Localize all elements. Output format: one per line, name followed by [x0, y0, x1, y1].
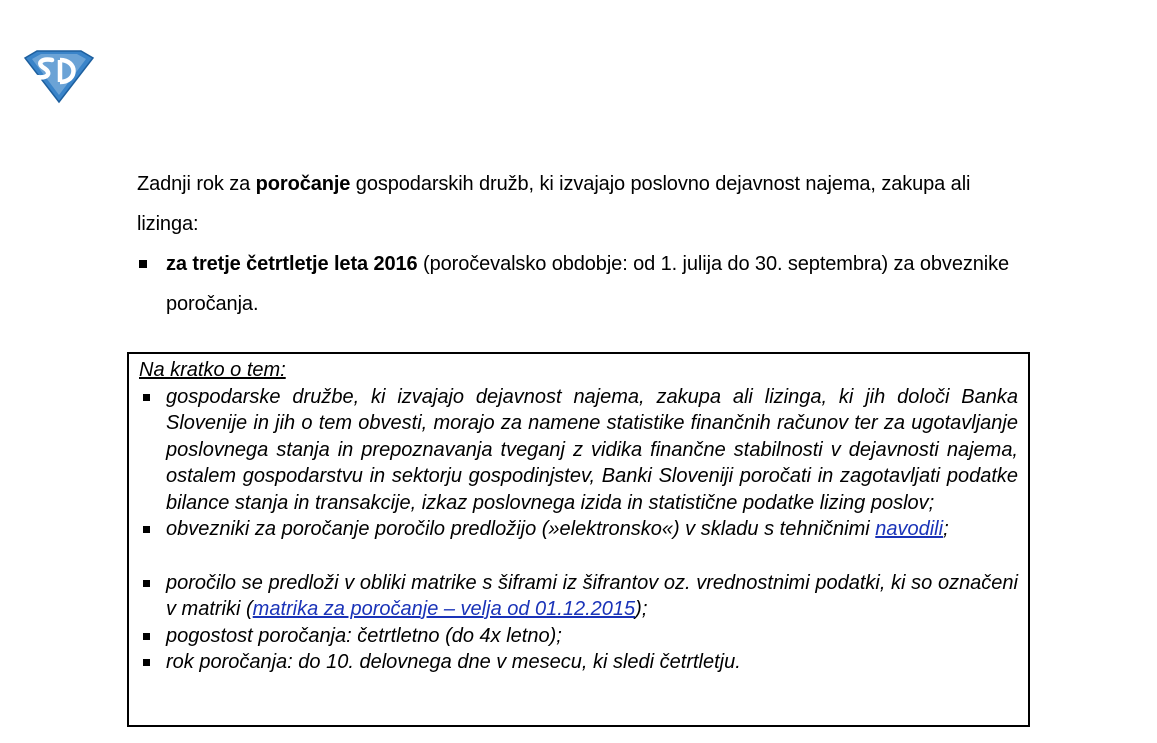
reporting-period-text: (poročevalsko obdobje: od 1. julija do 30. septembra) za obveznike poročanja.: [166, 253, 1010, 315]
bank-logo: [22, 48, 96, 104]
intro-bullet-item: [137, 244, 1027, 324]
submission-end: ;: [943, 518, 949, 540]
summary-item-matrix: [139, 570, 1018, 623]
summary-box: [127, 352, 1030, 727]
instructions-link[interactable]: navodili: [875, 518, 944, 540]
matrix-end: );: [635, 598, 648, 620]
submission-text: obvezniki za poročanje poročilo predložijo (»elektronsko«) v skladu s tehničnimi: [166, 518, 876, 540]
summary-item-frequency: pogostost poročanja: četrtletno (do 4x letno);: [139, 623, 1018, 650]
intro-bold-reporting: poročanje: [255, 173, 351, 195]
summary-item-obligation: gospodarske družbe, ki izvajajo dejavnost najema, zakupa ali lizinga, ki jih določi Banka Slovenije in jih o tem obvesti, morajo za namene statistike finančnih računov ter za ugotavljanje poslovnega stanja in prepoznavanja tveganj z vidika finančne stabilnosti v dejavnosti najema, ostalem gospodarstvu in sektorju gospodinjstev, Banki Sloveniji poročati in zagotavljati podatke bilance stanja in transakcije, izkaz poslovnega izida in statistične podatke lizing poslov;: [139, 384, 1018, 517]
summary-item-submission: [139, 516, 1018, 543]
intro-text-continued: gospodarskih družb, ki izvajajo poslovno dejavnost najema, zakupa ali lizinga:: [137, 173, 971, 235]
intro-section: [137, 164, 1027, 324]
intro-paragraph: [137, 164, 1027, 244]
reporting-period-bold: za tretje četrtletje leta 2016: [166, 253, 418, 275]
matrix-text: poročilo se predloži v obliki matrike s šiframi iz šifrantov oz. vrednostnimi podatki, ki so označeni v matriki (: [166, 571, 1018, 620]
summary-list: [139, 384, 1018, 676]
reporting-matrix-link[interactable]: matrika za poročanje – velja od 01.12.2015: [252, 598, 636, 620]
summary-box-title: Na kratko o tem:: [139, 359, 286, 381]
summary-item-deadline: rok poročanja: do 10. delovnega dne v mesecu, ki sledi četrtletju.: [139, 649, 1018, 676]
intro-bullet-list: [137, 244, 1027, 324]
intro-text: Zadnji rok za: [137, 173, 256, 195]
